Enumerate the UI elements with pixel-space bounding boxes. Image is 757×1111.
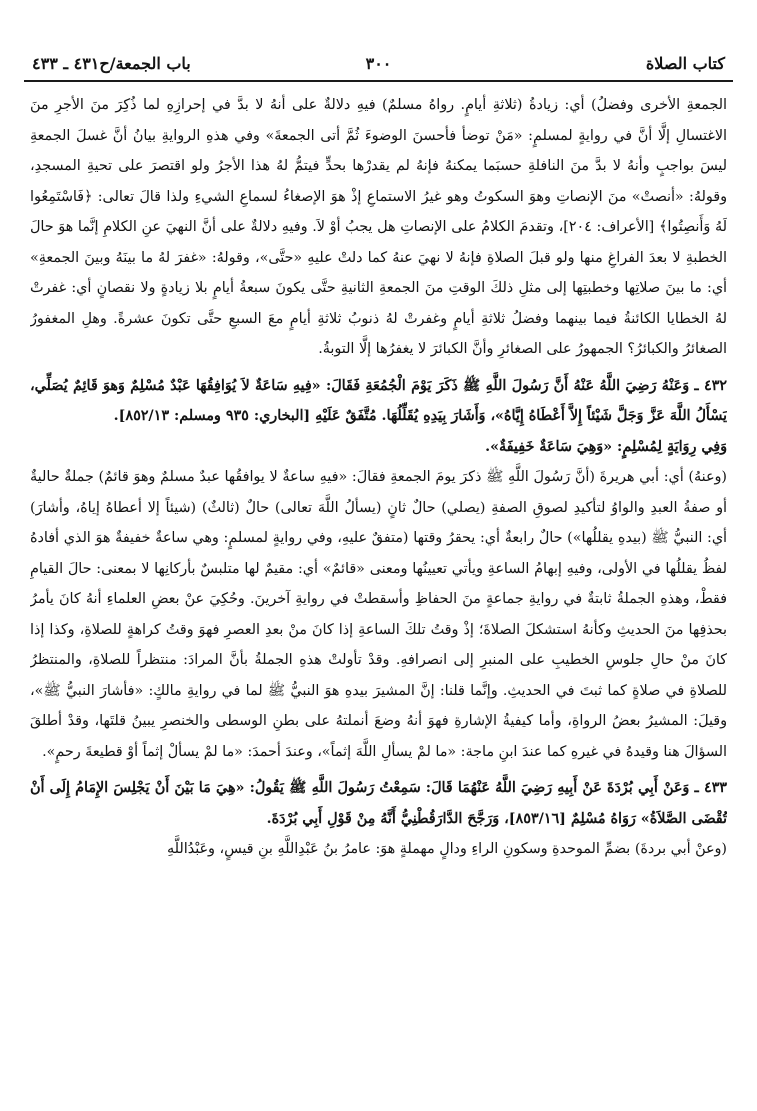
page-body: [30, 90, 727, 1103]
header-rule: [24, 80, 733, 82]
commentary-paragraph: (وعنْ أبي بردةَ) بضمِّ الموحدةِ وسكونِ الراءِ ودالٍ مهملةٍ هوَ: عامرُ بنُ عَبْدِاللَّهِ بنِ قيسٍ، وعَبْدُاللَّهِ: [166, 841, 727, 857]
hadith-432: ٤٣٢ ـ وَعَنْهُ رَضِيَ اللَّهُ عَنْهُ أَنَّ رَسُولَ اللَّهِ ﷺ ذَكَرَ يَوْمَ الْجُمُعَةِ فَقَالَ: «فِيهِ سَاعَةٌ لاَ يُوَافِقُهَا عَبْدٌ مُسْلِمٌ وَهوَ قَائِمٌ يُصَلِّي، يَسْأَلُ اللَّهَ عَزَّ وَجَلَّ شَيْئاً إِلاَّ أَعْطَاهُ إِيَّاهُ»، وَأَشَارَ بِيَدِهِ يُقَلِّلُهَا. مُتَّفَقٌ عَلَيْهِ [البخاري: ٩٣٥ ومسلم: ٨٥٢/١٣].: [30, 377, 727, 424]
hadith-433: ٤٣٣ ـ وَعَنْ أَبِي بُرْدَةَ عَنْ أَبِيهِ رَضِيَ اللَّهُ عَنْهُمَا قَالَ: سَمِعْتُ رَسُولَ اللَّهِ ﷺ يَقُولُ: «هِيَ مَا بَيْنَ أَنْ يَجْلِسَ الإِمَامُ إِلَى أَنْ تُقْضَى الصَّلاَةُ» رَوَاهُ مُسْلِمٌ [٨٥٣/١٦]، وَرَجَّحَ الدَّارَقُطْنِيُّ أَنَّهُ مِنْ قَوْلِ أَبِي بُرْدَةَ.: [30, 780, 727, 827]
book-title: كتاب الصلاة: [645, 54, 725, 73]
chapter-title: باب الجمعة/ح٤٣١ ـ ٤٣٣: [32, 54, 191, 73]
page-header: [24, 50, 733, 76]
hadith-432-muslim-narration: وَفِي رِوَايَةٍ لِمُسْلِمٍ: «وَهِيَ سَاعَةٌ خَفِيفَةٌ».: [485, 438, 727, 455]
commentary-paragraph: الجمعةِ الأخرى وفضلُ) أي: زيادةُ (ثلاثةِ أيامٍ. رواهُ مسلمٌ) فيهِ دلالةٌ على أنهُ لا بدَّ في إحرازِهِ لما ذُكِرَ منَ الأجرِ منَ الاغتسالِ إلَّا أنَّ في روايةٍ لمسلمٍ: «مَنْ توضأ فأحسنَ الوضوءَ ثُمَّ أتى الجمعةَ» وفي هذهِ الروايةِ بيانُ أنَّ غسلَ الجمعةِ ليسَ بواجبٍ وأنهُ لا بدَّ منَ النافلةِ حسبَما يمكنهُ فإنهُ لم يقدرْها بحدٍّ فيتمُّ لهُ هذا الأجرُ ولو اقتصرَ على تحيةِ المسجدِ، وقولهُ: «أنصتْ» منَ الإنصاتِ وهوَ السكوتُ وهو غيرُ الاستماعِ إذْ هوَ الإصغاءُ لسماعِ الشيءِ ولذا قالَ تعالى: ﴿فَاسْتَمِعُوا لَهُ وَأَنصِتُوا﴾ [الأعراف: ٢٠٤]، وتقدمَ الكلامُ على الإنصاتِ هل يجبُ أوْ لاَ. وفيهِ دلالةٌ على أنَّ النهيَ عنِ الكلامِ إنَّما هوَ حالَ الخطبةِ لا بعدَ الفراغِ منها ولو قبلَ الصلاةِ فإنهُ لا نهيَ عنهُ كما دلتْ عليهِ «حتَّى»، وقولهُ: «غفرَ لهُ ما بينَهُ وبينَ الجمعةِ» أي: ما بينَ صلاتِها وخطبتِها إلى مثلِ ذلكَ الوقتِ منَ الجمعةِ الثانيةِ حتَّى يكونَ سبعةُ أيامٍ بلا زيادةٍ ولا نقصانٍ أي: غفرتْ لهُ الخطايا الكائنةُ فيما بينهما وفضلُ ثلاثةِ أيامٍ وغفرتْ لهُ ذنوبُ ثلاثةِ أيامٍ معَ السبعِ حتَّى تكونَ عشرةً. وهلِ المغفورُ الصغائرُ والكبائرُ؟ الجمهورُ على الصغائرِ وأنَّ الكبائرَ لا يغفرُها إلَّا التوبةُ.: [30, 97, 727, 357]
page-number: ٣٠٠: [365, 54, 392, 73]
commentary-paragraph: (وعنهُ) أي: أبي هريرةَ (أنَّ رَسُولَ اللَّهِ ﷺ ذكرَ يومَ الجمعةِ فقالَ: «فيهِ ساعةٌ لا يوافقُها عبدٌ مسلمٌ وهوَ قائمٌ) جملةٌ حاليةٌ أو صفةُ العبدِ والواوُ لتأكيدِ لصوقِ الصفةِ (يصلي) حالٌ ثانٍ (يسألُ اللَّهَ تعالى) حالٌ (ثالثٌ) (شيئاً إلا أعطاهُ إياهُ، وأشارَ) أي: النبيُّ ﷺ (بيدهِ يقللُها») حالٌ رابعةٌ أي: يحقرُ وقتها (متفقٌ عليهِ، وفي روايةٍ لمسلمٍ: وهي ساعةٌ خفيفةٌ هوَ الذي أفادهُ لفظُ يقللُها في الأولى، وفيهِ إبهامُ الساعةِ ويأتي تعيينُها ومعنى «قائمٌ» أي: مقيمٌ لها متلبسٌ بأركانِها لا بمعنى: حالَ القيامِ فقطْ، وهذهِ الجملةُ ثابتةٌ في روايةِ جماعةٍ منَ الحفاظِ وأسقطتْ في روايةِ آخرينَ. وحُكِيَ عنْ بعضِ العلماءِ أنهُ كانَ يأمرُ بحذفِها منَ الحديثِ وكأنهُ استشكلَ الصلاةَ؛ إذْ وقتُ تلكَ الساعةِ إذا كانَ منْ بعدِ العصرِ فهوَ وقتُ كراهةٍ للصلاةِ، وكذا إذا كانَ منْ حالِ جلوسِ الخطيبِ على المنبرِ إلى انصرافهِ. وقدْ تأولتْ هذهِ الجملةُ بأنَّ المرادَ: منتظراً للصلاةِ، والمنتظرُ للصلاةِ في صلاةٍ كما ثبتَ في الحديثِ. وإنَّما قلنا: إنَّ المشيرَ بيدهِ هوَ النبيُّ ﷺ لما في روايةِ مالكٍ: «فأشارَ النبيُّ ﷺ»، وقيلَ: المشيرُ بعضُ الرواةِ، وأما كيفيةُ الإشارةِ فهوَ أنهُ وضعَ أنملتهُ على بطنِ الوسطى والخنصرِ يبينُ قلتَها، وقدْ أطلقَ السؤالَ هنا وقيدهُ في غيرهِ كما عندَ ابنِ ماجة: «ما لمْ يسألِ اللَّهَ إثماً»، وعندَ أحمدَ: «ما لمْ يسألْ إثماً أوْ قطيعةَ رحمٍ».: [30, 469, 727, 760]
